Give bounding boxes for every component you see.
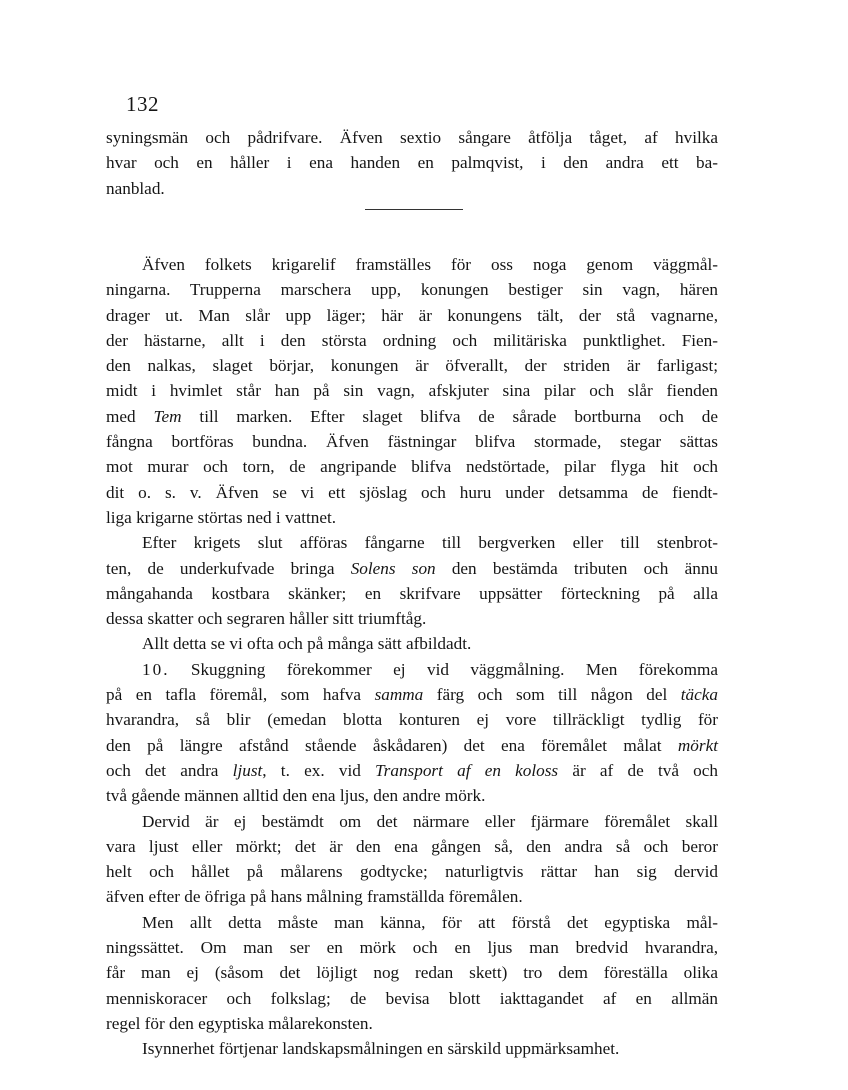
text-line: syningsmän och pådrifvare. Äfven sextio sångare åtfölja tåget, af hvilka — [106, 128, 718, 147]
italic-term: ljust — [232, 760, 263, 780]
text-line: hvarandra, så blir (emedan blotta konturen ej vore tillräckligt tydlig för — [106, 710, 718, 730]
text-line: ten, de underkufvade bringa Solens son den bestämda tributen och ännu — [106, 558, 719, 578]
text-line: dit o. s. v. Äfven se vi ett sjöslag och huru under detsamma de fiendt- — [106, 482, 718, 502]
text-line: mot murar och torn, de angripande blifva nedstörtade, pilar flyga hit och — [106, 457, 718, 477]
text-line: ningssättet. Om man ser en mörk och en ljus man bredvid hvarandra, — [106, 938, 718, 958]
italic-term: täcka — [680, 685, 718, 705]
text-line: den nalkas, slaget börjar, konungen är öfverallt, der striden är farligast; — [106, 356, 718, 376]
text-line: mångahanda kostbara skänker; en skrifvare uppsätter förteckning på alla — [106, 583, 718, 603]
text-line: vara ljust eller mörkt; det är den ena gången så, den andra så och beror — [106, 836, 718, 856]
section-divider — [365, 209, 463, 210]
text-line: på en tafla föremål, som hafva samma färg och som till någon del täcka — [106, 685, 718, 705]
text-line: Efter krigets slut afföras fångarne till bergverken eller till stenbrot- — [142, 533, 718, 553]
text-line: helt och hållet på målarens godtycke; naturligtvis rättar han sig dervid — [106, 862, 718, 882]
italic-term: samma — [374, 685, 424, 705]
text-line: ningarna. Trupperna marschera upp, konungen bestiger sin vagn, hären — [106, 280, 718, 300]
text-line: Dervid är ej bestämdt om det närmare eller fjärmare föremålet skall — [142, 811, 718, 831]
text-line: nanblad. — [106, 178, 165, 198]
text-line: drager ut. Man slår upp läger; här är konungens tält, der stå vagnarne, — [106, 305, 718, 325]
italic-term: Transport af en koloss — [375, 760, 559, 780]
text-line: Isynnerhet förtjenar landskapsmålningen en särskild uppmärksamhet. — [142, 1039, 620, 1059]
main-text — [106, 252, 718, 1062]
text-line: två gående männen alltid den ena ljus, den andre mörk. — [106, 786, 486, 806]
text-line: Äfven folkets krigarelif framställes för oss noga genom väggmål- — [142, 255, 718, 274]
text-line: regel för den egyptiska målarekonsten. — [106, 1013, 373, 1033]
italic-term: mörkt — [677, 735, 718, 755]
text-line: fångna bortföras bundna. Äfven fästningar blifva stormade, stegar sättas — [106, 432, 718, 452]
text-line: Allt detta se vi ofta och på många sätt afbildadt. — [142, 634, 472, 654]
italic-term: Solens son — [350, 558, 436, 578]
text-line: liga krigarne störtas ned i vattnet. — [106, 507, 337, 527]
text-line: der hästarne, allt i den största ordning och militäriska punktlighet. Fien- — [106, 330, 718, 350]
page-number: 132 — [126, 92, 159, 116]
text-line: den på längre afstånd stående åskådaren) det ena föremålet målat mörkt — [106, 735, 718, 755]
section-number: 10. — [142, 659, 170, 679]
text-line: och det andra ljust, t. ex. vid Transport af en koloss är af de två och — [106, 760, 719, 780]
text-line: 10. Skuggning förekommer ej vid väggmålning. Men förekomma — [142, 659, 718, 679]
text-line: dessa skatter och segraren håller sitt triumftåg. — [106, 609, 427, 629]
text-line: hvar och en håller i ena handen en palmqvist, i den andra ett ba- — [106, 153, 718, 173]
italic-term: Tem — [153, 406, 182, 426]
text-line: med Tem till marken. Efter slaget blifva de sårade bortburna och de — [106, 406, 718, 426]
text-line: äfven efter de öfriga på hans målning framställda föremålen. — [106, 887, 523, 907]
text-line: menniskoracer och folkslag; de bevisa blott iakttagandet af en allmän — [106, 988, 718, 1008]
paragraph-continuation — [106, 125, 718, 201]
text-line: midt i hvimlet står han på sin vagn, afskjuter sina pilar och slår fienden — [106, 381, 718, 401]
text-line: Men allt detta måste man känna, för att förstå det egyptiska mål- — [142, 912, 718, 932]
text-line: får man ej (såsom det löjligt nog redan skett) tro dem föreställa olika — [106, 963, 718, 983]
